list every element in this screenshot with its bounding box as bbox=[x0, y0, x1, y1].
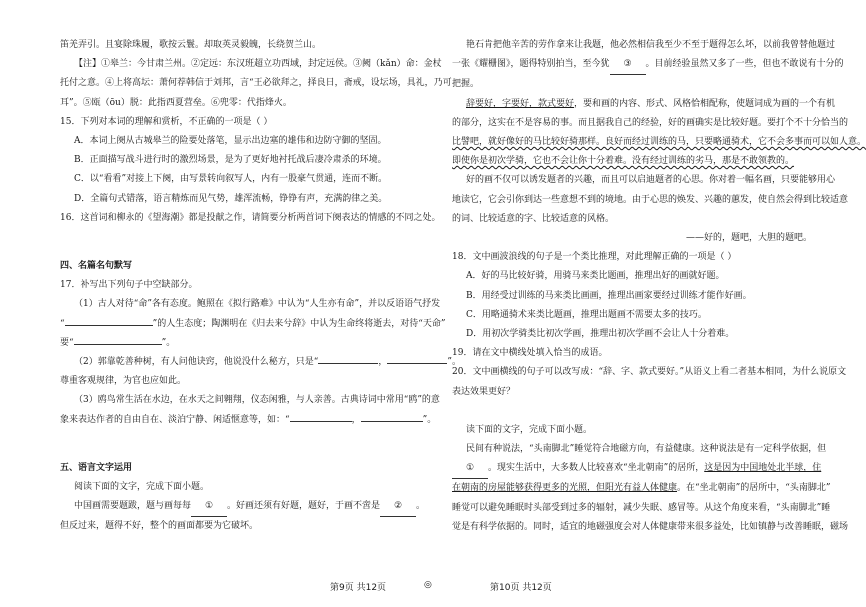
question-18: 18．文中画波浪线的句子是一个类比推理，对此理解正确的一项是（ ） bbox=[452, 252, 737, 263]
option-15c: C．以“看看”对接上下阕，由写景转向叙写人，内有一股豪气贯通，连而不断。 bbox=[74, 174, 388, 185]
passage-r2: 一张《耀栅图》，题得特别拍当，至今犹 ③ 。目前经验虽然又多了一些，但也不敢说有十分的 bbox=[452, 55, 812, 75]
passage-r5: 的部分，这实在不是容易的事。而且据我自己的经验，好的画确实是比较好题。要打个不十分恰当的 bbox=[452, 117, 849, 128]
answer-blank[interactable] bbox=[290, 421, 352, 422]
passage-r1: 艳石肯把他辛苦的劳作拿来让我题，他必然相信我至少不至于题得怎么坏，以前我曾替他题过 bbox=[466, 40, 836, 50]
answer-blank[interactable] bbox=[74, 344, 162, 345]
question-17: 17．补写出下列句子中空缺部分。 bbox=[60, 280, 198, 291]
passage-s1: 民间有种说法，“头南脚北”睡觉符合地磁方向，有益健康。这种说法是有一定科学依据，但 bbox=[466, 444, 827, 455]
passage-line-1: 中国画需要题跋，题与画每每 ① 。好画还须有好题，题好，于画不啻是 ② 。 bbox=[60, 497, 412, 517]
blank-marker-3[interactable]: ③ bbox=[610, 55, 646, 75]
page-number-left: 第9页 共12页 bbox=[330, 583, 387, 593]
page-number-right: 第10页 共12页 bbox=[490, 583, 552, 593]
q17-part1-line3: 要“ ”。 bbox=[60, 337, 176, 348]
passage-s3: 在朝南的房屋能够获得更多的光照，但阳光有益人体健康。在“坐北朝南”的居所中，“头南脚北” bbox=[452, 483, 831, 494]
passage-r8: 好的画不仅可以诱发题者的兴趣，而且可以启迪题者的心思。你对着一幅名画，只要能够用心 bbox=[466, 175, 836, 186]
passage-r9: 地读它，它会引你到达一些意想不到的境地。由于心思的焕发、兴趣的蕙发，使自然会得到比较适意 bbox=[452, 194, 849, 205]
passage-s2: ① 。现实生活中，大多数人比较喜欢“坐北朝南”的居所，这是因为中国地处北半球，住 bbox=[452, 459, 812, 479]
passage-r6-wavy: 比譬吧，就好像好的马比较好骑那样。良好而经过训练的马，只要略通骑术，它不会多事而可以如人意。 bbox=[452, 137, 866, 148]
q17-part1-line1: （1）古人对待“命”各有态度。鲍照在《拟行路难》中认为“人生亦有命”，并以反语语气抒发 bbox=[74, 299, 441, 310]
q17-part1-line2: “ ”的人生态度；陶渊明在《归去来兮辞》中认为生命终将逝去，对待“天命” bbox=[60, 318, 446, 329]
question-16: 16．这首词和柳永的《望海潮》都是投献之作，请简要分析两首词下阕表达的情感的不同之处。 bbox=[60, 212, 441, 223]
note-line-1: 【注】①皋兰：今甘肃兰州。②定远：东汉班超立功西域，封定远侯。③阙（kǎn）命：金杖 bbox=[74, 59, 442, 70]
underlined-phrase: 辞要好，字要好，款式要好 bbox=[466, 98, 575, 109]
note-line-3: 耳”。⑤瓯（ōu）脱：此指西夏营垒。⑥兜零：代指烽火。 bbox=[60, 97, 292, 108]
underlined-sentence: 在朝南的房屋能够获得更多的光照，但阳光有益人体健康 bbox=[452, 483, 678, 494]
passage-signature: ——好的，题吧，大胆的题吧。 bbox=[685, 233, 812, 244]
footer-mark-icon: ◎ bbox=[424, 580, 432, 590]
section-5-heading: 五、语言文字运用 bbox=[60, 462, 133, 473]
question-15: 15．下列对本词的理解和赏析，不正确的一项是（ ） bbox=[60, 116, 273, 127]
answer-blank[interactable] bbox=[318, 363, 378, 364]
answer-blank[interactable] bbox=[387, 363, 447, 364]
left-column bbox=[60, 36, 461, 537]
option-15d: D．全篇句式错落，语言精炼而见气势，雄浑流畅，铮铮有声，充满韵律之美。 bbox=[74, 193, 388, 204]
option-15a: A．本词上阕从古城皋兰的险要处落笔，显示出边塞的雄伟和边防守御的坚固。 bbox=[74, 136, 387, 147]
question-20-line2: 表达效果更好？ bbox=[452, 386, 516, 397]
underlined-sentence: 这是因为中国地处北半球，住 bbox=[704, 463, 822, 474]
right-column bbox=[452, 36, 866, 537]
answer-blank[interactable] bbox=[65, 325, 153, 326]
q17-part3-line2: 象来表达作者的自由自在、淡泊宁静、闲适惬意等，如：“ ， ”。 bbox=[60, 414, 437, 425]
passage-r10: 的词、比较适意的字、比较适意的风格。 bbox=[452, 213, 615, 224]
passage-line-2: 但反过来，题得不好，整个的画面都要为它破坏。 bbox=[60, 521, 259, 532]
passage-s5: 觉是有科学依据的。同时，适宜的地磁强度会对人体健康带来很多益处，比如镇静与改善睡眠，磁场 bbox=[452, 521, 849, 532]
passage-s4: 睡觉可以避免睡眠时头部受到过多的辐射，减少失眠、感冒等。从这个角度来看，“头南脚北”睡 bbox=[452, 502, 831, 513]
passage-r3: 把握。 bbox=[452, 79, 480, 90]
q17-part2-line1: （2）郭靠乾善种树，有人问他诀窍，他说没什么秘方，只是“ ， ”。 bbox=[74, 357, 461, 368]
q17-part2-line2: 尊重客观规律，为官也应如此。 bbox=[60, 376, 187, 387]
poem-line: 笛羌弄引。且宴除珠履，歌按云鬟。却取英灵毅魄，长绕贺兰山。 bbox=[60, 40, 322, 50]
blank-marker-s1[interactable]: ① bbox=[452, 459, 488, 479]
option-15b: B．正面描写战斗进行时的激烈场景，是为了更好地衬托战后凄冷肃杀的环境。 bbox=[74, 155, 387, 166]
option-18d: D．用初次学骑类比初次学画，推理出初次学画不会让人十分着难。 bbox=[466, 329, 735, 340]
reading-instruction: 阅读下面的文字，完成下面小题。 bbox=[74, 482, 210, 493]
question-20-line1: 20．文中画横线的句子可以改写成：“辞、字、款式要好。”从语义上看二者基本相同，为什么说原文 bbox=[452, 367, 847, 378]
passage-r7-wavy: 即使你是初次学骑，它也不会让你十分着难。没有经过训练的劣马，那是不敢领教的。 bbox=[452, 156, 795, 167]
q17-part3-line1: （3）鸥鸟常生活在水边，在水天之间翱翔，仪态闲雅，与人亲善。古典诗词中常用“鸥”的意 bbox=[74, 395, 440, 406]
passage-r4: 辞要好，字要好，款式要好，要和画的内容、形式、风格恰相配称，使题词成为画的一个有机 bbox=[466, 98, 836, 109]
section-4-heading: 四、名篇名句默写 bbox=[60, 261, 133, 272]
option-18a: A．好的马比较好骑，用骑马来类比题画，推理出好的画就好题。 bbox=[466, 271, 725, 282]
blank-marker-1[interactable]: ① bbox=[191, 497, 227, 517]
question-19: 19．请在文中横线处填入恰当的成语。 bbox=[452, 348, 608, 359]
option-18b: B．用经受过训练的马来类比画画，推理出画家要经过训练才能作好画。 bbox=[466, 290, 752, 301]
option-18c: C．用略通骑术来类比题画，推理出题画不需要太多的技巧。 bbox=[466, 309, 707, 320]
blank-marker-2[interactable]: ② bbox=[380, 497, 416, 517]
reading-instruction-2: 读下面的文字，完成下面小题。 bbox=[466, 424, 593, 435]
note-line-2: 托付之意。④上将高坛：萧何荐韩信于刘邦，言“王必欲拜之，择良日，斋戒，设坛场，具礼，乃可 bbox=[60, 78, 452, 89]
answer-blank[interactable] bbox=[361, 421, 423, 422]
